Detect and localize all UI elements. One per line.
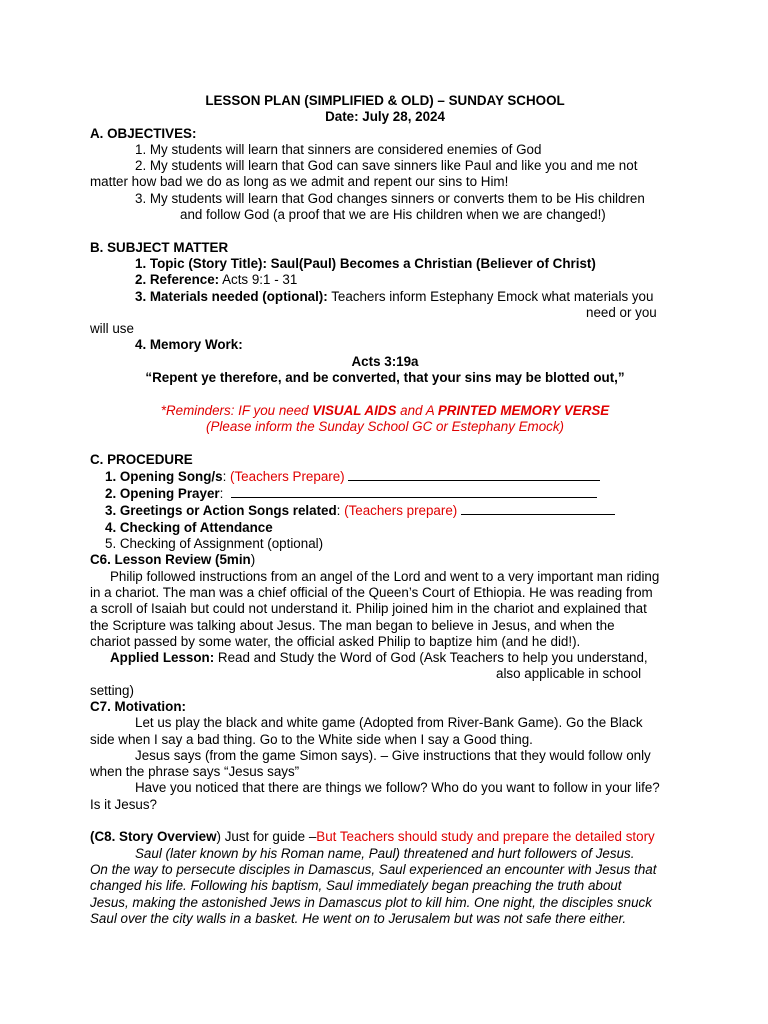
reference-line <box>90 272 680 288</box>
memory-verse: “Repent ye therefore, and be converted, that your sins may be blotted out,” <box>145 370 625 386</box>
reference-value: Acts 9:1 - 31 <box>219 272 298 288</box>
reminder-line-2: (Please inform the Sunday School GC or Estephany Emock) <box>206 418 564 434</box>
reminder-visual-aids: VISUAL AIDS <box>312 402 397 418</box>
procedure-heading: C. PROCEDURE <box>90 451 193 467</box>
topic-line: 1. Topic (Story Title): Saul(Paul) Becomes a Christian (Believer of Christ) <box>135 255 596 271</box>
applied-lesson-cont: also applicable in school <box>496 666 642 682</box>
reminder-mid: and A <box>396 402 438 418</box>
lesson-review-paren: ) <box>250 552 256 568</box>
reminder-line-1 <box>90 403 680 419</box>
lesson-review-heading <box>90 552 680 568</box>
story-line-4: Jesus, making the astonished Jews in Damascus plot to kill him. One night, the disciples snuck <box>90 894 652 910</box>
materials-label: 3. Materials needed (optional): <box>135 288 328 304</box>
objective-3: 3. My students will learn that God changes sinners or converts them to be His children <box>135 190 645 206</box>
subject-matter-heading: B. SUBJECT MATTER <box>90 239 229 255</box>
story-line-2: On the way to persecute disciples in Damascus, Saul experienced an encounter with Jesus that <box>90 861 657 877</box>
story-line-1: Saul (later known by his Roman name, Paul) threatened and hurt followers of Jesus. <box>135 845 635 861</box>
opening-prayer-label: 2. Opening Prayer <box>105 486 220 502</box>
memory-reference: Acts 3:19a <box>351 353 419 369</box>
procedure-opening-prayer: 2. Opening Prayer: <box>90 485 680 502</box>
procedure-greetings: 3. Greetings or Action Songs related: (Teachers prepare) <box>90 502 680 519</box>
materials-value: Teachers inform Estephany Emock what materials you <box>327 288 654 304</box>
opening-song-note: (Teachers Prepare) <box>230 468 345 484</box>
greetings-note: (Teachers prepare) <box>344 503 458 519</box>
objective-2-cont: matter how bad we do as long as we admit and repent our sins to Him! <box>90 174 509 190</box>
review-line-4: the Scripture was talking about Jesus. The man began to believe in Jesus, and when the <box>90 617 615 633</box>
objective-1: 1. My students will learn that sinners are considered enemies of God <box>135 141 542 157</box>
objective-2: 2. My students will learn that God can save sinners like Paul and like you and me not <box>135 158 638 174</box>
applied-lesson-value: Read and Study the Word of God (Ask Teachers to help you understand, <box>214 650 648 666</box>
lesson-plan-document <box>90 93 680 927</box>
story-overview-guide: ) Just for guide – <box>216 829 317 845</box>
materials-cont: need or you <box>586 304 657 320</box>
reference-label: 2. Reference: <box>135 272 220 288</box>
procedure-opening-song: 1. Opening Song/s: (Teachers Prepare) <box>90 468 680 485</box>
review-line-2: in a chariot. The man was a chief official of the Queen’s Court of Ethiopia. He was reading from <box>90 584 653 600</box>
story-overview-title: (C8. Story Overview <box>90 829 217 845</box>
blank-line <box>461 502 615 515</box>
procedure-assignment: 5. Checking of Assignment (optional) <box>105 536 324 552</box>
document-date: Date: July 28, 2024 <box>325 109 445 125</box>
document-title: LESSON PLAN (SIMPLIFIED & OLD) – SUNDAY SCHOOL <box>205 93 565 108</box>
story-overview-heading <box>90 829 680 845</box>
greetings-label: 3. Greetings or Action Songs related <box>105 503 337 519</box>
materials-cont2: will use <box>90 321 134 337</box>
review-line-3: a scroll of Isaiah but could not understand it. Philip joined him in the chariot and explained that <box>90 601 647 617</box>
materials-line <box>90 289 680 305</box>
motivation-heading: C7. Motivation: <box>90 698 186 714</box>
motivation-p3: Have you noticed that there are things we follow? Who do you want to follow in your life? <box>135 780 660 796</box>
objectives-heading: A. OBJECTIVES: <box>90 125 197 141</box>
motivation-p2: Jesus says (from the game Simon says). – Give instructions that they would follow only <box>135 747 651 763</box>
lesson-review-title: C6. Lesson Review (5min <box>90 552 251 568</box>
applied-lesson-cont2: setting) <box>90 682 134 698</box>
motivation-p1: Let us play the black and white game (Adopted from River-Bank Game). Go the Black <box>135 715 643 731</box>
motivation-p1-cont: side when I say a bad thing. Go to the White side when I say a Good thing. <box>90 731 533 747</box>
opening-song-label: 1. Opening Song/s <box>105 468 223 484</box>
blank-line <box>231 485 597 498</box>
reminder-pre: *Reminders: IF you need <box>160 402 313 418</box>
applied-lesson-label: Applied Lesson: <box>110 650 215 666</box>
story-line-3: changed his life. Following his baptism, Saul immediately began preaching the truth about <box>90 878 622 894</box>
story-overview-note: But Teachers should study and prepare the detailed story <box>316 829 655 845</box>
motivation-p2-cont: when the phrase says “Jesus says” <box>90 764 300 780</box>
motivation-p3-cont: Is it Jesus? <box>90 796 157 812</box>
reminder-printed-verse: PRINTED MEMORY VERSE <box>437 402 610 418</box>
memory-work-label: 4. Memory Work: <box>135 337 243 353</box>
procedure-attendance: 4. Checking of Attendance <box>105 519 273 535</box>
story-line-5: Saul over the city walls in a basket. He went on to Jerusalem but was not safe there either. <box>90 910 627 926</box>
applied-lesson-line <box>90 650 680 666</box>
objective-3-cont: and follow God (a proof that we are His children when we are changed!) <box>180 207 606 223</box>
blank-line <box>348 468 600 481</box>
review-line-1: Philip followed instructions from an angel of the Lord and went to a very important man riding <box>110 568 660 584</box>
review-line-5: chariot passed by some water, the official asked Philip to baptize him (and he did!). <box>90 633 581 649</box>
